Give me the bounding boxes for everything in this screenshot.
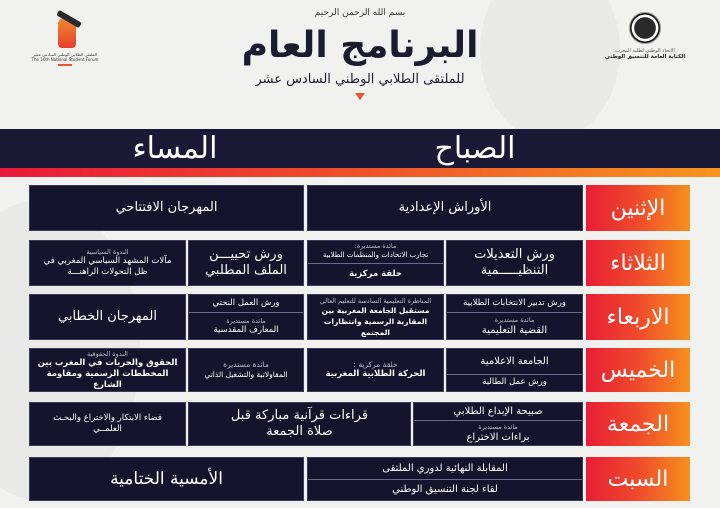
forum-logo-caption-ar: الملتقى الطلابي الوطني السادس عشر — [32, 52, 98, 57]
friday-quran-readings — [188, 402, 411, 446]
friday-patents: براءات الاختراع — [466, 431, 530, 443]
wednesday-evening-b — [29, 294, 186, 340]
thursday-rights-seminar-note: الندوة الحقوقية — [87, 349, 128, 358]
friday-evening — [29, 402, 186, 446]
monday-morning — [307, 185, 583, 231]
wednesday-morning-a — [446, 294, 583, 340]
union-logo-caption-1: الاتحاد الوطني لطلبة المغرب — [615, 48, 675, 54]
wednesday-elections-workshop: ورش تدبير الانتخابات الطلابية — [463, 298, 566, 309]
union-seal-icon — [629, 12, 661, 44]
saturday-closing-evening: الأمسية الختامية — [110, 469, 223, 489]
union-logo — [590, 12, 700, 72]
wednesday-sculpture-workshop: ورش العمل النحتي — [212, 298, 280, 309]
title-block — [240, 8, 480, 100]
wednesday-evening-a — [188, 294, 304, 340]
wednesday-debate-note: المناظرة التعليمية السادسة للتعليم العالي — [319, 296, 432, 305]
page-subtitle: للملتقى الطلابي الوطني السادس عشر — [255, 72, 465, 87]
tuesday-roundtable-note: مائدة مستديرة: — [354, 242, 397, 251]
arrow-down-icon — [355, 93, 365, 100]
day-monday: الإثنين — [586, 185, 690, 231]
thursday-entrepreneurship: المقاولاتية والتشغيل الذاتي — [204, 369, 288, 379]
day-thursday: الخميس — [586, 348, 690, 392]
column-morning: الصباح — [434, 131, 516, 166]
gradient-stripe — [0, 168, 720, 177]
friday-roundtable-note: مائدة مستديرة — [478, 422, 518, 431]
tuesday-roundtable-title: تجارب الاتحادات والمنظمات الطلابية — [322, 251, 429, 260]
forum-logo-caption-en: The 16th National Student Forum — [31, 57, 99, 62]
tuesday-morning-b — [307, 240, 444, 286]
column-evening: المساء — [132, 131, 218, 166]
friday-innovation-space: فضاء الابتكار والاختراع والبحـث العلمــي — [53, 413, 162, 434]
wednesday-jerusalem-knowledge: المعارف المقدسية — [213, 324, 279, 335]
thursday-circle-note: حلقة مركزية : — [353, 359, 398, 369]
saturday-evening — [29, 457, 304, 501]
tuesday-evening-b — [29, 240, 186, 286]
tuesday-update-workshop: ورش تحييـــن الملف المطلبي — [205, 247, 287, 278]
thursday-morning-a — [446, 348, 583, 392]
monday-evening — [29, 185, 304, 231]
thursday-student-movement: الحركة الطلابية المغربية — [325, 368, 426, 379]
thursday-morning-b — [307, 348, 444, 392]
wednesday-roundtable-note: مائدة مستديرة — [494, 315, 535, 324]
tuesday-evening-a — [188, 240, 304, 286]
day-saturday: السبت — [586, 457, 690, 501]
tuesday-seminar-note: الندوة السياسية — [86, 248, 129, 256]
thursday-rights-seminar-title: الحقوق والحريات في المغرب بين المخططات الرسمية ومقاومة الشارع — [37, 357, 178, 390]
day-friday: الجمعة — [586, 402, 690, 446]
day-tuesday: الثلاثاء — [586, 240, 690, 286]
saturday-coordination-meeting: لقاء لجنة التنسيق الوطني — [392, 484, 498, 496]
thursday-roundtable-note: مائدة مستديرة — [223, 359, 269, 369]
saturday-morning — [307, 457, 583, 501]
wednesday-morning-b — [307, 294, 444, 340]
thursday-evening-b — [29, 348, 186, 392]
friday-quran-title: قراءات قرآنية مباركة قبل صلاة الجمعة — [230, 408, 369, 439]
friday-morning-a — [413, 402, 583, 446]
wednesday-debate-title: مستقبل الجامعة المغربية بين المقاربة الرسمية وانتظارات المجتمع — [321, 305, 430, 337]
day-wednesday: الاربعاء — [586, 294, 690, 340]
tuesday-seminar-title: مآلات المشهد السياسي المغربي في ظل التحولات الراهنـــة — [43, 256, 172, 277]
friday-creativity-morning: صبيحة الإبداع الطلابي — [453, 406, 543, 418]
basmala: بسم الله الرحمن الرحيم — [314, 8, 406, 18]
thursday-female-student-workshop: ورش عمل الطالبة — [482, 377, 547, 388]
union-logo-caption-2: الكتابة العامة للتنسيق الوطني — [604, 54, 686, 60]
forum-logo — [20, 10, 110, 72]
thursday-evening-a — [188, 348, 304, 392]
header — [0, 0, 720, 128]
monday-evening-title: المهرجان الافتتاحي — [115, 200, 218, 215]
wednesday-rhetoric-festival: المهرجان الخطابي — [58, 309, 157, 324]
wednesday-evening-roundtable-note: مائدة مستديرة — [226, 316, 266, 325]
fist-pen-icon — [50, 10, 80, 52]
saturday-final-match: المقابلة النهائية لدوري الملتقى — [382, 462, 508, 474]
monday-morning-title: الأوراش الإعدادية — [398, 200, 492, 215]
tuesday-morning-a — [446, 240, 583, 286]
logo-underline — [58, 64, 72, 66]
page-title: البرنامج العام — [241, 25, 479, 66]
thursday-media-university: الجامعة الاعلامية — [480, 355, 549, 367]
tuesday-workshop-title: ورش التعديلات التنظيـــــمية — [474, 247, 555, 278]
tuesday-central-circle: حلقة مركزية — [349, 268, 402, 279]
wednesday-education-issue: القضية التعليمية — [481, 324, 548, 336]
